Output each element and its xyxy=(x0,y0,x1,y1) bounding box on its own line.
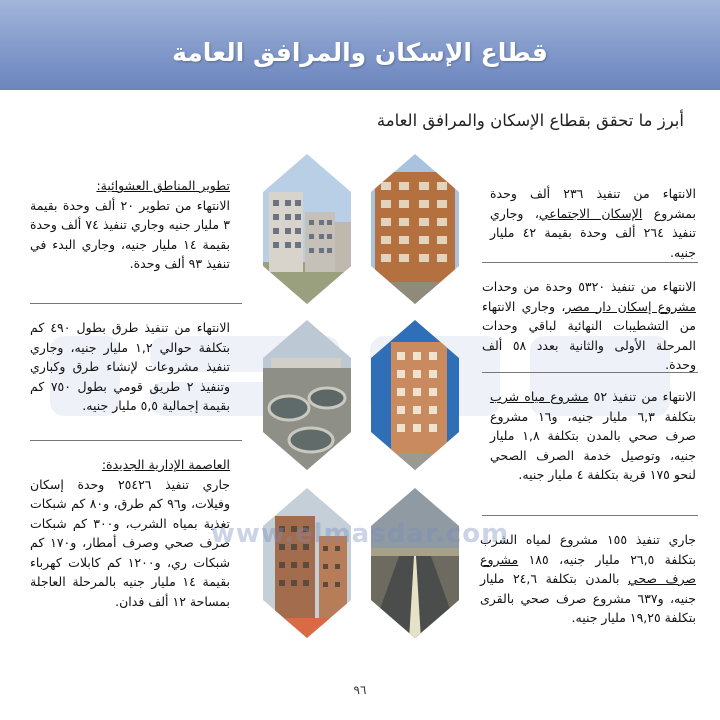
page-title: قطاع الإسكان والمرافق العامة xyxy=(172,38,548,67)
divider xyxy=(30,440,242,441)
photo-construction-towers xyxy=(261,486,353,640)
divider xyxy=(482,372,698,373)
photo-water-treatment-plant xyxy=(261,318,353,472)
item-heading: تطوير المناطق العشوائية: xyxy=(96,178,230,193)
header-banner xyxy=(0,0,720,90)
right-item-ongoing-water: جاري تنفيذ ١٥٥ مشروع لمياه الشرب بتكلفة ٢٦,٥ مليار جنيه، ١٨٥ مشروع صرف صحي بالمدن بتكلفة ٢٤,٦ مليار جنيه، و٦٣٧ مشروع صرف صحي بالقرى بتكلفة ١٩,٢٥ مليار جنيه. xyxy=(480,532,697,625)
divider xyxy=(30,303,242,304)
photo-highway-road xyxy=(369,486,461,640)
page-number: ٩٦ xyxy=(353,683,367,697)
left-item-roads: الانتهاء من تنفيذ طرق بطول ٤٩٠ كم بتكلفة حوالي ١,٢ مليار جنيه، وجاري تنفيذ مشروعات لإنشاء طرق وكباري وتنفيذ ٢ طريق قومي بطول ٧٥٠ كم بقيمة إجمالية ٥,٥ مليار جنيه. xyxy=(30,320,230,413)
right-item-water-projects: الانتهاء من تنفيذ ٥٢ مشروع مياه شرب بتكلفة ٦,٣ مليار جنيه، و١٦ مشروع صرف صحي بالمدن بتكلفة ١,٨ مليار جنيه، وتوصيل خدمة الصرف الصحي لنحو ١٧٥ قرية بتكلفة ٤ مليار جنيه. xyxy=(490,389,696,482)
item-heading: العاصمة الإدارية الجديدة: xyxy=(101,457,230,472)
left-item-slums: تطوير المناطق العشوائية: الانتهاء من تطوير ٢٠ ألف وحدة بقيمة ٣ مليار جنيه وجاري تنفيذ ٧٤ ألف وحدة بقيمة ١٤ مليار جنيه، وجاري البدء في تنفيذ ٩٣ ألف وحدة. xyxy=(30,178,230,271)
photo-brick-apartments xyxy=(369,152,461,306)
section-subtitle: أبرز ما تحقق بقطاع الإسكان والمرافق العامة xyxy=(376,111,684,130)
divider xyxy=(482,515,698,516)
right-item-social-housing: الانتهاء من تنفيذ ٢٣٦ ألف وحدة بمشروع الإسكان الاجتماعي، وجاري تنفيذ ٢٦٤ ألف وحدة بقيمة ٤٢ مليار جنيه. xyxy=(490,186,697,260)
watermark-url: www.elmasdar.com xyxy=(210,519,510,549)
photo-apartment-tower xyxy=(369,318,461,472)
right-item-dar-misr: الانتهاء من تنفيذ ٥٣٢٠ وحدة من وحدات مشروع إسكان دار مصر، وجاري الانتهاء من التشطيبات النهائية لباقي وحدات المرحلة الأولى والثانية بعدد ٥٨ ألف وحدة. xyxy=(482,279,696,372)
divider xyxy=(482,262,698,263)
photo-residential-blocks xyxy=(261,152,353,306)
left-item-new-capital: العاصمة الإدارية الجديدة: جاري تنفيذ ٢٥٤٢٦ وحدة إسكان وفيلات، و٩٦ كم طرق، و٨٠ كم شبكات تغذية بمياه الشرب، و٣٠٠ كم شبكات صرف صحي وصرف أمطار، و١٧٠ كم شبكات ري، و١٢٠٠ كم كابلات كهرباء بقيمة ١٤ مليار جنيه بالمرحلة العاجلة بمساحة ١٢ ألف فدان. xyxy=(30,457,230,609)
